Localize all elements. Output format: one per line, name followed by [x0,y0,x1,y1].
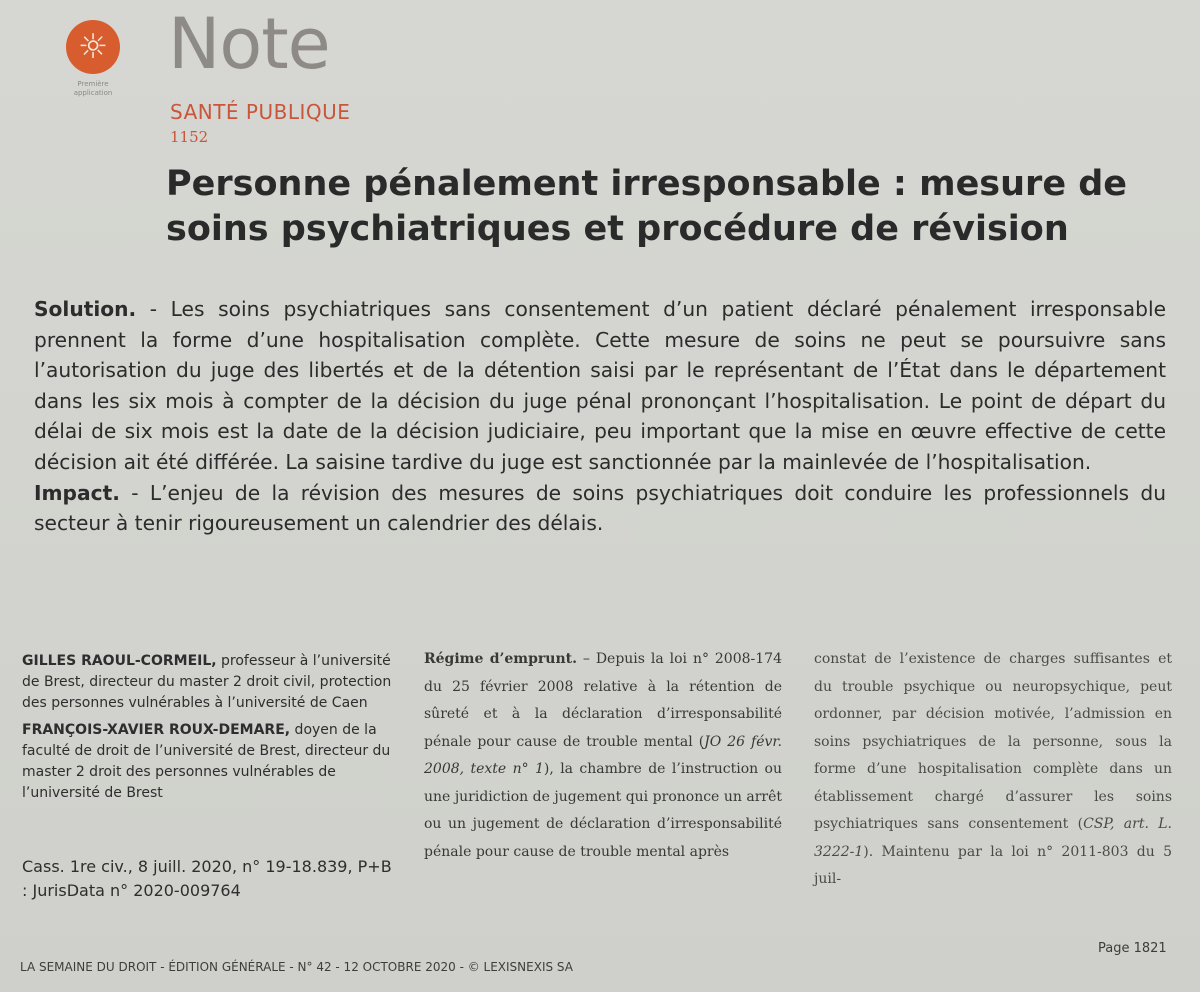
impact-text: - L’enjeu de la révision des mesures de soins psychiatriques doit conduire les professionnels du secteur à tenir rigoureusement un calendrier des délais. [34,480,1166,536]
logo-caption: Première application [73,80,113,97]
summary-block [34,294,1166,539]
article-headline: Personne pénalement irresponsable : mesure de soins psychiatriques et procédure de révision [166,164,1128,249]
page-number: Page 1821 [1098,941,1167,956]
author-entry [22,720,392,804]
author-description: professeur à l’université de Brest, directeur du master 2 droit civil, protection des personnes vulnérables à l’université de Caen [22,653,392,711]
author-description: doyen de la faculté de droit de l’université de Brest, directeur du master 2 droit des personnes vulnérables de l’université de Brest [22,722,391,801]
author-name: GILLES RAOUL-CORMEIL, [22,653,217,669]
author-entry [22,651,392,714]
note-number: 1152 [170,128,209,146]
category-label: SANTÉ PUBLIQUE [170,100,351,124]
solution-paragraph [34,294,1166,478]
body-column-1 [424,646,782,866]
page-title: Note [168,3,330,85]
citation: CSP, art. L. 3222-1 [814,816,1172,860]
body-text: – Depuis la loi n° 2008-174 du 25 février 2008 relative à la rétention de sûreté et à la déclaration d’irresponsabilité pénale pour cause de trouble mental ( [424,651,782,750]
body-text: ), la chambre de l’instruction ou une juridiction de jugement qui prononce un arrêt ou un jugement de déclaration d’irresponsabilité pénale pour cause de trouble mental après [424,761,782,860]
body-column-2 [814,646,1172,894]
page-footer: LA SEMAINE DU DROIT - ÉDITION GÉNÉRALE - N° 42 - 12 OCTOBRE 2020 - © LEXISNEXIS SA [20,960,573,974]
authors-block [22,651,392,810]
author-name: FRANÇOIS-XAVIER ROUX-DEMARE, [22,722,291,738]
impact-label: Impact. [34,480,120,505]
case-reference: Cass. 1re civ., 8 juill. 2020, n° 19-18.839, P+B : JurisData n° 2020-009764 [22,857,392,900]
section-runin-heading: Régime d’emprunt. [424,651,577,667]
impact-paragraph [34,478,1166,539]
solution-label: Solution. [34,297,137,321]
rooster-icon: ☼ [77,27,109,67]
body-text: ). Maintenu par la loi n° 2011-803 du 5 juil- [814,843,1172,887]
publisher-logo [66,20,120,74]
solution-text: - Les soins psychiatriques sans consentement d’un patient déclaré pénalement irresponsable prennent la forme d’une hospitalisation complète. Cette mesure de soins ne peut se poursuivre sans l’autorisation du juge des libertés et de la détention saisi par le représentant de l’État dans le département dans les six mois à compter de la décision du juge pénal prononçant l’hospitalisation. Le point de départ du délai de six mois est la date de la décision judiciaire, peu important que la mise en œuvre effective de cette décision ait été différée. La saisine tardive du juge est sanctionnée par la mainlevée de l’hospitalisation. [34,297,1166,474]
citation: JO 26 févr. 2008, texte n° 1 [424,733,782,777]
body-text: constat de l’existence de charges suffisantes et du trouble psychique ou neuropsychique, peut ordonner, par décision motivée, l’admission en soins psychiatriques de la personne, sous la forme d’une hospitalisation complète dans un établissement chargé d’assurer les soins psychiatriques sans consentement ( [814,651,1172,832]
